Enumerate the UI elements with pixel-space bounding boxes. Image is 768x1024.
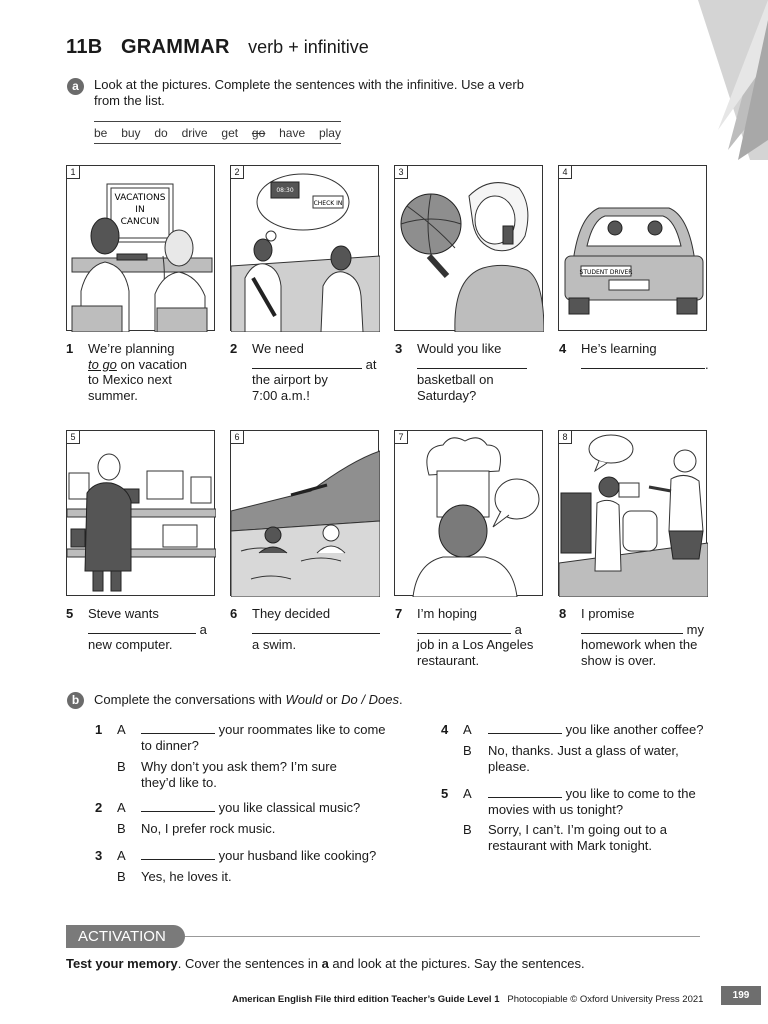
section-title: GRAMMAR [120, 36, 230, 58]
picture-1 [66, 165, 215, 331]
picture-7 [394, 430, 543, 596]
answer-blank[interactable] [417, 357, 527, 369]
sentence-1: 1 We’re planning to go on vacation to Mexico next summer. [66, 341, 188, 403]
sentence-5: 5 Steve wants a new computer. [66, 606, 207, 652]
word-item: get [221, 125, 239, 140]
picture-number: 3 [395, 166, 408, 179]
lesson-code: 11B [66, 36, 103, 58]
picture-number: 8 [559, 431, 572, 444]
answer-blank[interactable] [141, 722, 215, 734]
activation-divider [185, 936, 700, 937]
illustration-people-swimming [231, 431, 380, 597]
instruction-line: from the list. [94, 92, 165, 108]
exercise-a-badge: a [67, 78, 84, 95]
answer-blank[interactable] [488, 786, 562, 798]
answer-blank[interactable] [581, 357, 705, 369]
word-list [94, 121, 341, 144]
conversation-2: 2 A you like classical music? B No, I prefer rock music. [95, 800, 361, 836]
picture-3 [394, 165, 543, 331]
picture-number: 7 [395, 431, 408, 444]
answer-blank[interactable] [141, 800, 215, 812]
exercise-a-instruction [94, 77, 524, 108]
word-item: drive [181, 125, 208, 140]
picture-2 [230, 165, 379, 331]
copyright: Photocopiable © Oxford University Press 2021 [507, 994, 704, 1005]
exercise-b-instruction: Complete the conversations with Would or Do / Does. [94, 692, 403, 707]
example-answer: to go [88, 356, 117, 372]
picture-number: 5 [67, 431, 80, 444]
answer-blank[interactable] [417, 622, 511, 634]
exercise-b-badge: b [67, 692, 84, 709]
illustration-chef-thinking [395, 431, 544, 597]
activation-text: Test your memory. Cover the sentences in a and look at the pictures. Say the sentences. [66, 956, 585, 971]
sentence-4: 4 He’s learning . [559, 341, 709, 372]
illustration-mother-and-son [559, 431, 708, 597]
picture-number: 1 [67, 166, 80, 179]
sentence-2: 2 We need at the airport by 7:00 a.m.! [230, 341, 377, 403]
svg-text:08:30: 08:30 [276, 187, 294, 194]
page-header [66, 36, 369, 59]
illustration-couple-in-car [231, 166, 380, 332]
sentence-6: 6 They decided a swim. [252, 606, 392, 653]
word-item: play [318, 125, 341, 140]
illustration-car-student-driver [559, 166, 708, 332]
svg-text:CANCUN: CANCUN [120, 217, 160, 227]
section-subtitle: verb + infinitive [248, 37, 369, 57]
sign-text: VACATIONS [114, 193, 166, 203]
picture-number: 6 [231, 431, 244, 444]
activation-label: ACTIVATION [66, 925, 185, 948]
picture-6 [230, 430, 379, 596]
conversation-1: 1 A your roommates like to come to dinner? B Why don’t you ask them? I’m sure they’d like to. [95, 722, 386, 790]
illustration-computer-store [67, 431, 216, 597]
svg-text:CHECK IN: CHECK IN [313, 200, 343, 207]
answer-blank[interactable] [252, 357, 362, 369]
svg-text:STUDENT DRIVER: STUDENT DRIVER [579, 269, 633, 276]
sentence-3: 3 Would you like basketball on Saturday? [417, 341, 557, 403]
conversation-3: 3 A your husband like cooking? B Yes, he loves it. [95, 848, 377, 884]
answer-blank[interactable] [141, 848, 215, 860]
illustration-travel-agency [67, 166, 216, 332]
word-item: buy [121, 125, 141, 140]
page-footer [232, 994, 703, 1005]
book-title: American English File third edition Teacher’s Guide Level 1 [232, 994, 500, 1005]
picture-8 [558, 430, 707, 596]
picture-4 [558, 165, 707, 331]
conversation-5: 5 A you like to come to the movies with us tonight? B Sorry, I can’t. I’m going out to a restaurant with Mark tonight. [441, 786, 696, 853]
picture-number: 4 [559, 166, 572, 179]
sentence-7: 7 I’m hoping a job in a Los Angeles restaurant. [395, 606, 534, 668]
word-item: do [154, 125, 168, 140]
word-item: have [279, 125, 306, 140]
answer-blank[interactable] [88, 622, 196, 634]
answer-blank[interactable] [488, 722, 562, 734]
answer-blank[interactable] [581, 622, 683, 634]
sentence-8: 8 I promise my homework when the show is over. [559, 606, 704, 668]
corner-decoration [698, 0, 768, 160]
word-item: be [94, 125, 108, 140]
page-number: 199 [721, 986, 761, 1005]
word-item-crossed-out: go [251, 125, 266, 140]
instruction-line: Look at the pictures. Complete the sentences with the infinitive. Use a verb [94, 77, 524, 92]
conversation-4: 4 A you like another coffee? B No, thanks. Just a glass of water, please. [441, 722, 704, 774]
picture-number: 2 [231, 166, 244, 179]
picture-5 [66, 430, 215, 596]
illustration-girl-with-basketball [395, 166, 544, 332]
answer-blank[interactable] [252, 622, 380, 634]
svg-text:IN: IN [135, 205, 145, 215]
